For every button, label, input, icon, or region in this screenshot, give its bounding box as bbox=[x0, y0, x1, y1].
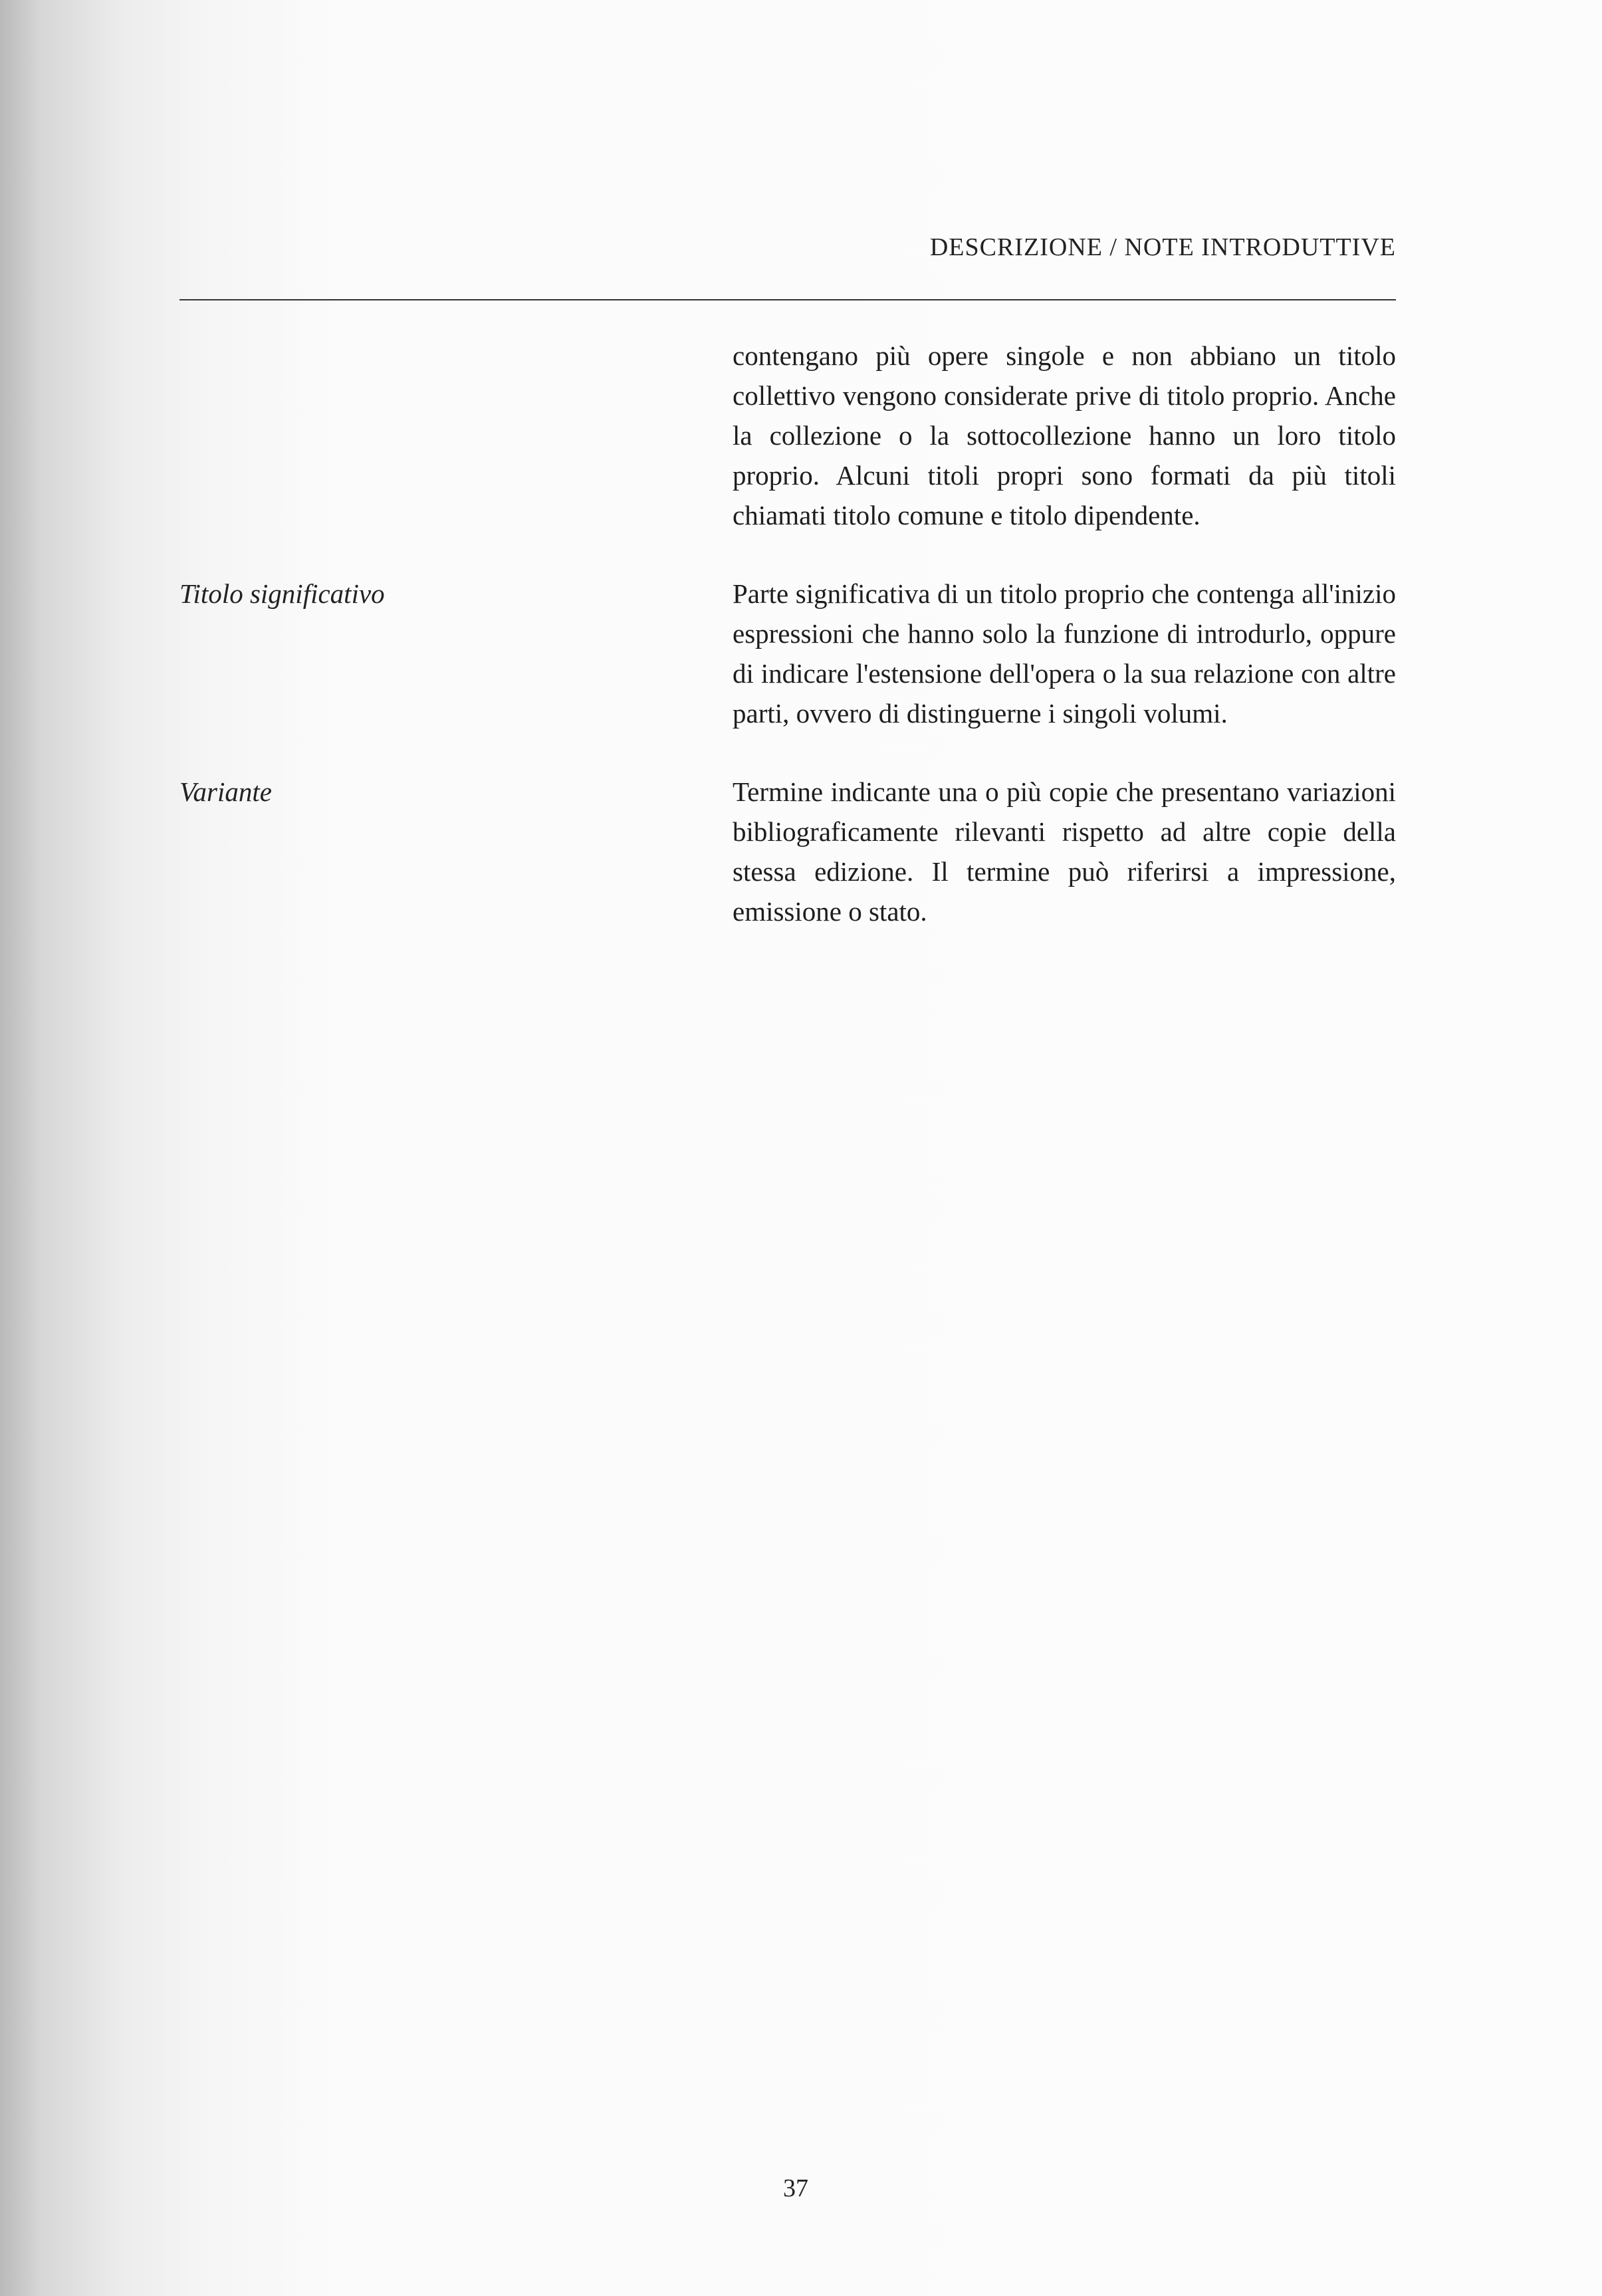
glossary-definition: Termine indicante una o più copie che presentano variazioni bibliograficamente rilevanti rispetto ad altre copie della stessa edizione. Il termine può riferirsi a impressione, emissione o stato. bbox=[733, 776, 1396, 927]
glossary-entry bbox=[179, 772, 1396, 931]
glossary-entry bbox=[179, 336, 1396, 535]
page-number: 37 bbox=[783, 2174, 808, 2202]
header-title: DESCRIZIONE / NOTE INTRODUTTIVE bbox=[929, 233, 1396, 261]
glossary-definition: contengano più opere singole e non abbiano un titolo collettivo vengono considerate prive di titolo proprio. Anche la collezione o la sottocollezione hanno un loro titolo proprio. Alcuni titoli propri sono formati da più titoli chiamati titolo comune e titolo dipendente. bbox=[733, 340, 1396, 530]
glossary-term: Variante bbox=[179, 776, 272, 807]
glossary-entry bbox=[179, 574, 1396, 733]
header-rule bbox=[179, 299, 1396, 300]
glossary bbox=[179, 336, 1396, 970]
glossary-definition: Parte significativa di un titolo proprio che contenga all'inizio espressioni che hanno solo la funzione di introdurlo, oppure di indicare l'estensione dell'opera o la sua relazione con altre parti, ovvero di distinguerne i singoli volumi. bbox=[733, 578, 1396, 729]
running-header bbox=[179, 233, 1396, 306]
glossary-term: Titolo significativo bbox=[179, 578, 385, 609]
